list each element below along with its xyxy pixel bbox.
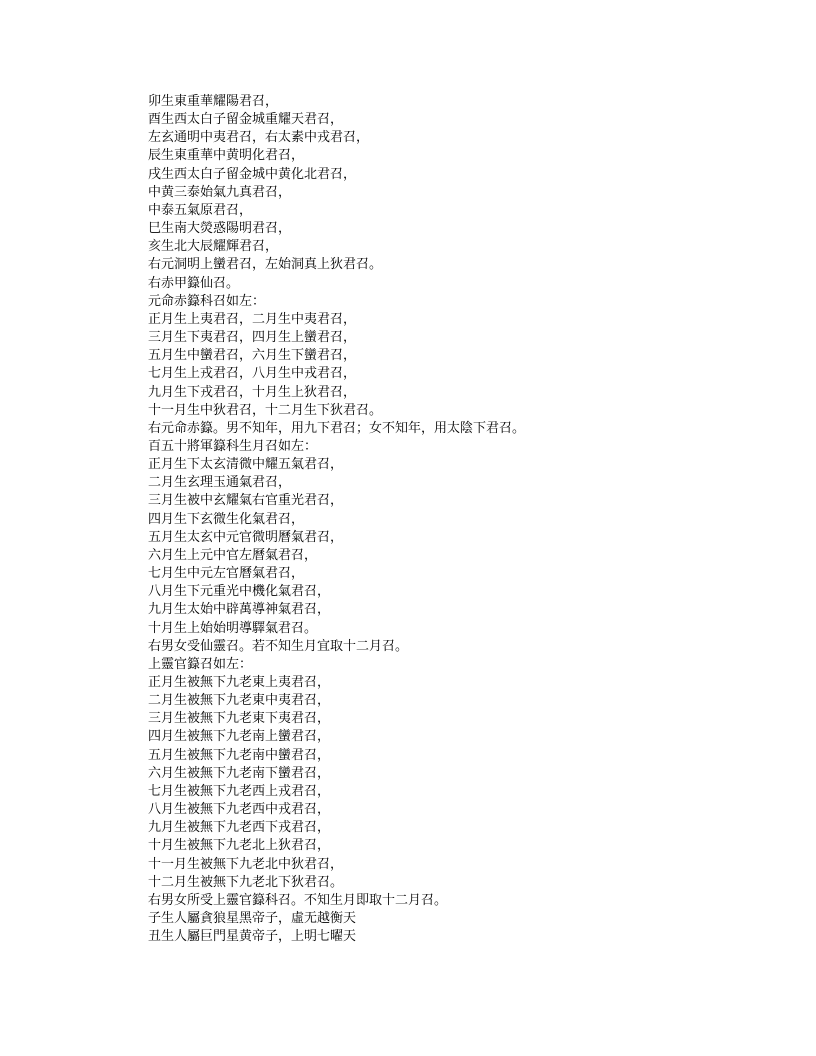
text-line: 正月生上夷君召，二月生中夷君召， xyxy=(148,311,357,327)
text-line: 五月生被無下九老南中蠻君召， xyxy=(148,747,331,763)
text-line: 七月生中元左官曆氣君召， xyxy=(148,566,305,582)
text-line: 子生人屬貪狼星黑帝子，虛无越衡天 xyxy=(148,911,357,927)
text-line: 九月生被無下九老西下戎君召， xyxy=(148,820,331,836)
text-line: 七月生上戎君召，八月生中戎君召， xyxy=(148,366,357,382)
text-line: 十二月生被無下九老北下狄君召。 xyxy=(148,874,344,890)
text-line: 三月生被無下九老東下夷君召， xyxy=(148,711,331,727)
text-line: 二月生玄理玉通氣君召， xyxy=(148,475,292,491)
text-line: 十月生被無下九老北上狄君召， xyxy=(148,838,331,854)
text-line: 右元命赤籙。男不知年，用九下君召；女不知年，用太陰下君召。 xyxy=(148,420,526,436)
text-line: 六月生上元中官左曆氣君召， xyxy=(148,547,318,563)
text-line: 十一月生中狄君召，十二月生下狄君召。 xyxy=(148,402,383,418)
text-line: 上靈官籙召如左： xyxy=(148,656,253,672)
text-line: 酉生西太白子留金城重耀天君召， xyxy=(148,112,344,128)
text-line: 百五十將軍籙科生月召如左： xyxy=(148,438,318,454)
text-line: 右男女受仙靈召。若不知生月宜取十二月召。 xyxy=(148,638,409,654)
text-line: 左玄通明中夷君召，右太素中戎君召， xyxy=(148,130,370,146)
text-line: 正月生被無下九老東上夷君召， xyxy=(148,675,331,690)
text-line: 正月生下太玄清微中耀五氣君召， xyxy=(148,457,344,473)
text-line: 七月生被無下九老西上戎君召， xyxy=(148,783,331,799)
text-line: 亥生北大辰耀輝君召， xyxy=(148,239,279,255)
text-line: 六月生被無下九老南下蠻君召， xyxy=(148,765,331,781)
text-line: 九月生太始中辟萬導神氣君召， xyxy=(148,602,331,618)
text-line: 九月生下戎君召，十月生上狄君召， xyxy=(148,384,357,400)
text-line: 中黄三泰始氣九真君召， xyxy=(148,184,292,200)
text-line: 右男女所受上靈官籙科召。不知生月即取十二月召。 xyxy=(148,892,448,908)
text-line: 右赤甲籙仙召。 xyxy=(148,275,240,291)
document-body xyxy=(148,93,788,946)
text-line: 四月生被無下九老南上蠻君召， xyxy=(148,729,331,745)
text-line: 辰生東重華中黄明化君召， xyxy=(148,148,305,164)
text-line: 八月生下元重光中機化氣君召， xyxy=(148,584,331,600)
text-line: 右元洞明上蠻君召，左始洞真上狄君召。 xyxy=(148,257,383,273)
text-line: 三月生被中玄耀氣右官重光君召， xyxy=(148,493,344,509)
text-line: 二月生被無下九老東中夷君召， xyxy=(148,693,331,709)
text-line: 五月生中蠻君召，六月生下蠻君召， xyxy=(148,348,357,364)
text-line: 元命赤籙科召如左： xyxy=(148,293,266,309)
text-line: 卯生東重華耀陽君召， xyxy=(148,94,279,109)
text-line: 丑生人屬巨門星黄帝子，上明七曜天 xyxy=(148,929,357,945)
text-line: 十一月生被無下九老北中狄君召， xyxy=(148,856,344,872)
text-line: 中泰五氣原君召， xyxy=(148,202,253,218)
text-line: 巳生南大熒惑陽明君召， xyxy=(148,221,292,237)
text-line: 五月生太玄中元官微明曆氣君召， xyxy=(148,529,344,545)
text-line: 戌生西太白子留金城中黄化北君召， xyxy=(148,166,357,182)
text-line: 三月生下夷君召，四月生上蠻君召， xyxy=(148,330,357,346)
text-line: 八月生被無下九老西中戎君召， xyxy=(148,802,331,818)
text-line: 四月生下玄微生化氣君召， xyxy=(148,511,305,527)
text-line: 十月生上始始明導驛氣君召。 xyxy=(148,620,318,636)
